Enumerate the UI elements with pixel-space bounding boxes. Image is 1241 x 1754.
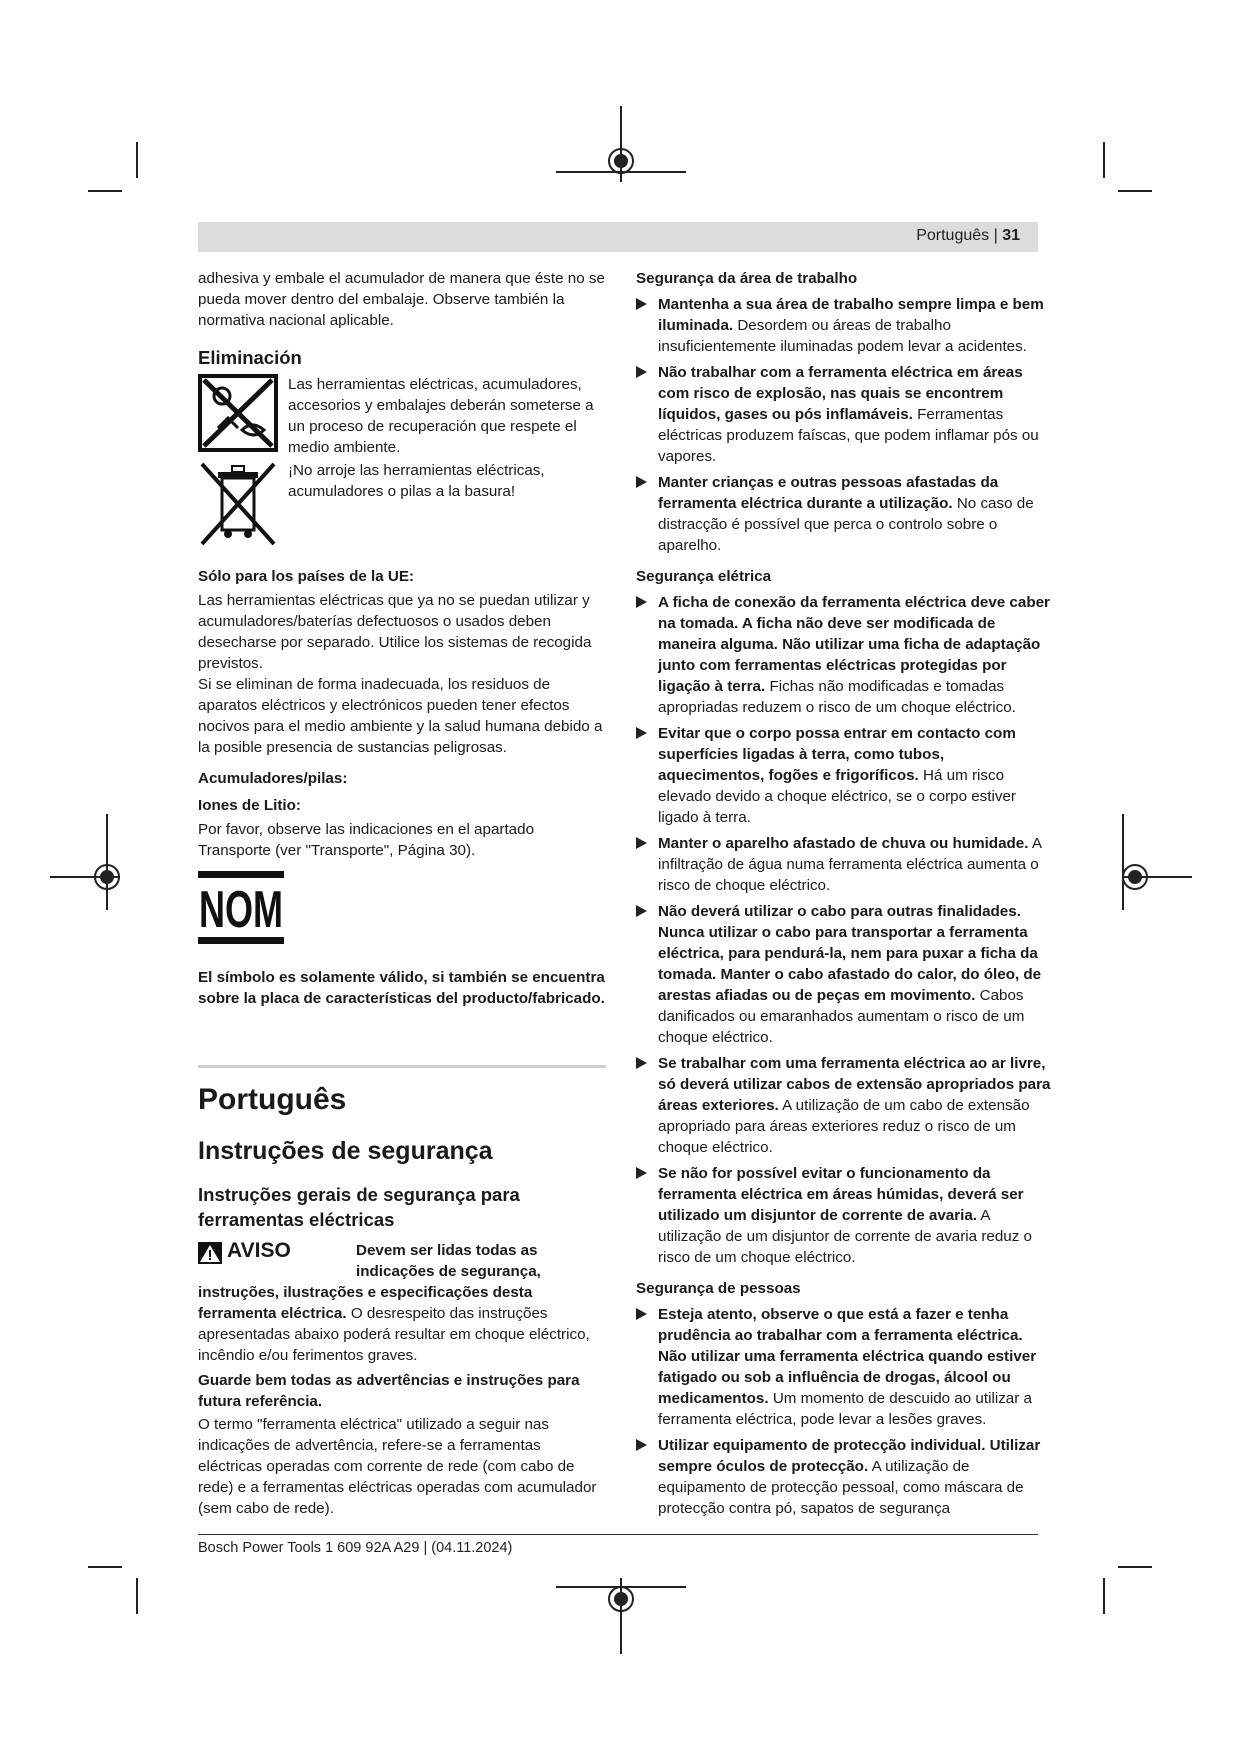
header-separator: |: [993, 227, 998, 244]
list-item: [636, 362, 1054, 467]
bullet-arrow-icon: [636, 1308, 647, 1320]
page-footer: Bosch Power Tools 1 609 92A A29 | (04.11.2024): [198, 1540, 513, 1556]
bullet-arrow-icon: [636, 298, 647, 310]
list-item: [636, 1053, 1054, 1158]
item-text: A utilização de equipamento de protecção pessoal, como máscara de protecção contra pó, sapatos de segurança: [658, 1458, 1024, 1517]
nom-note: El símbolo es solamente válido, si también se encuentra sobre la placa de características del producto/fabricado.: [198, 969, 605, 1007]
item-text: Um momento de descuido ao utilizar a ferramenta eléctrica, pode levar a lesões graves.: [658, 1390, 1032, 1428]
warning-lead: Devem ser lidas todas as indicações de segurança,: [356, 1242, 541, 1280]
nom-logo-text: NOM: [199, 881, 283, 939]
ue-paragraph-2: Si se eliminan de forma inadecuada, los residuos de aparatos eléctricos y electrónicos pueden tener efectos nocivos para el medio ambiente y la salud humana debido a la posible presencia de sustancias peligrosas.: [198, 676, 603, 756]
crop-mark: [1103, 142, 1105, 178]
item-text: A infiltração de água numa ferramenta eléctrica aumenta o risco de choque eléctrico.: [658, 835, 1042, 894]
item-text: Cabos danificados ou emaranhados aumentam o risco de um choque eléctrico.: [658, 987, 1025, 1046]
list-item: [636, 592, 1054, 718]
item-text: A utilização de um disjuntor de corrente de avaria reduz o risco de um choque eléctrico.: [658, 1207, 1032, 1266]
list-item: [636, 1435, 1054, 1519]
ue-paragraph-1: Las herramientas eléctricas que ya no se puedan utilizar y acumuladores/baterías defectuosos o usados deben desecharse por separado. Utilice los sistemas de recogida previstos.: [198, 592, 592, 672]
registration-target-icon: [94, 864, 120, 890]
warning-label: AVISO: [227, 1239, 291, 1262]
item-bold: Evitar que o corpo possa entrar em contacto com superfícies ligadas à terra, como tubos, aquecimentos, fogões e frigoríficos.: [658, 725, 1016, 784]
header-language: Português: [916, 227, 990, 244]
footer-rule: [198, 1534, 1038, 1535]
warning-triangle-icon: [198, 1242, 222, 1264]
keep-instructions-note: Guarde bem todas as advertências e instruções para futura referência.: [198, 1372, 580, 1410]
item-bold: Não trabalhar com a ferramenta eléctrica em áreas com risco de explosão, nas quais se encontrem líquidos, gases ou pós inflamáveis.: [658, 364, 1023, 423]
list-item: [636, 472, 1054, 556]
bullet-arrow-icon: [636, 596, 647, 608]
right-column: [636, 268, 1054, 1519]
disposal-text-2: ¡No arroje las herramientas eléctricas, acumuladores o pilas a la basura!: [288, 462, 545, 500]
section-title-acumuladores: Acumuladores/pilas:: [198, 770, 348, 787]
registration-target-icon: [608, 148, 634, 174]
item-text: No caso de distracção é possível que perca o controlo sobre o aparelho.: [658, 495, 1034, 554]
section-title-eliminacion: Eliminación: [198, 347, 302, 368]
section-title-work-area: Segurança da área de trabalho: [636, 270, 858, 287]
item-text: Há um risco elevado devido a choque eléctrico, se o corpo estiver ligado à terra.: [658, 767, 1016, 826]
item-bold: Manter crianças e outras pessoas afastadas da ferramenta eléctrica durante a utilização.: [658, 474, 999, 512]
item-text: A utilização de um cabo de extensão apropriado para áreas exteriores reduz o risco de um choque eléctrico.: [658, 1097, 1030, 1156]
item-bold: Mantenha a sua área de trabalho sempre limpa e bem iluminada.: [658, 296, 1044, 334]
registration-line: [106, 814, 108, 910]
crop-mark: [88, 190, 122, 192]
section-divider: [198, 1065, 606, 1068]
crossed-bin-icon: [202, 464, 274, 544]
page-number: 31: [1002, 227, 1020, 244]
item-bold: Não deverá utilizar o cabo para outras finalidades. Nunca utilizar o cabo para transportar a ferramenta eléctrica, para pendurá-la, nem para puxar a ficha da tomada. Manter o cabo afastado do calor, do óleo, de arestas afiadas ou de peças em movimento.: [658, 903, 1042, 1004]
item-bold: Esteja atento, observe o que está a fazer e tenha prudência ao trabalhar com a ferramenta eléctrica. Não utilizar uma ferramenta eléctrica quando estiver fatigado ou sob a influência de drogas, álcool ou medicamentos.: [658, 1306, 1037, 1407]
bullet-arrow-icon: [636, 1439, 647, 1451]
header-text: [916, 227, 1020, 245]
registration-target-icon: [608, 1586, 634, 1612]
registration-line: [1122, 814, 1124, 910]
bullet-arrow-icon: [636, 1057, 647, 1069]
bullet-arrow-icon: [636, 905, 647, 917]
disposal-text-1: Las herramientas eléctricas, acumuladores, accesorios y embalajes deberán someterse a un proceso de recuperación que respete el medio ambiente.: [288, 376, 594, 456]
personal-list: [636, 1304, 1054, 1519]
language-title: Português: [198, 1083, 347, 1116]
bullet-arrow-icon: [636, 1167, 647, 1179]
item-bold: Manter o aparelho afastado de chuva ou humidade.: [658, 835, 1029, 852]
nom-certification-logo: [198, 871, 284, 945]
warning-block: [198, 1240, 606, 1282]
disposal-texts: [288, 374, 606, 552]
warning-normal-text: O desrespeito das instruções apresentadas abaixo poderá resultar em choque eléctrico, incêndio e/ou ferimentos graves.: [198, 1305, 590, 1364]
litio-paragraph: Por favor, observe las indicaciones en el apartado Transporte (ver "Transporte", Página 30).: [198, 821, 535, 859]
crop-mark: [88, 1566, 122, 1568]
warning-badge: [198, 1240, 356, 1282]
bullet-arrow-icon: [636, 837, 647, 849]
section-title-ue: Sólo para los países de la UE:: [198, 568, 415, 585]
list-item: [636, 833, 1054, 896]
intro-paragraph: adhesiva y embale el acumulador de manera que éste no se pueda mover dentro del embalaje. Observe también la normativa nacional aplicable.: [198, 270, 605, 329]
section-title-personal: Segurança de pessoas: [636, 1280, 801, 1297]
list-item: [636, 1163, 1054, 1268]
crop-mark: [1103, 1578, 1105, 1614]
item-text: Desordem ou áreas de trabalho insuficientemente iluminadas podem levar a acidentes.: [658, 317, 1027, 355]
electrical-list: [636, 592, 1054, 1268]
item-text: Fichas não modificadas e tomadas apropriadas reduzem o risco de um choque eléctrico.: [658, 678, 1016, 716]
general-safety-title: Instruções gerais de segurança para ferramentas eléctricas: [198, 1184, 520, 1230]
disposal-icons: [198, 374, 278, 552]
recycle-packaging-icon: [198, 374, 278, 546]
registration-target-icon: [1122, 864, 1148, 890]
left-column: [198, 268, 606, 1519]
item-bold: A ficha de conexão da ferramenta eléctrica deve caber na tomada. A ficha não deve ser modificada de maneira alguma. Não utilizar uma ficha de adaptação junto com ferramentas eléctricas protegidas por ligação à terra.: [658, 594, 1050, 695]
instructions-title: Instruções de segurança: [198, 1137, 493, 1165]
list-item: [636, 294, 1054, 357]
item-text: Ferramentas eléctricas produzem faíscas, que podem inflamar pós ou vapores.: [658, 406, 1039, 465]
crop-mark: [1118, 190, 1152, 192]
bullet-arrow-icon: [636, 366, 647, 378]
list-item: [636, 723, 1054, 828]
warning-paragraph: [198, 1282, 606, 1366]
bullet-arrow-icon: [636, 727, 647, 739]
warning-bold-text: instruções, ilustrações e especificações desta ferramenta eléctrica.: [198, 1284, 533, 1322]
page-header: [198, 222, 1038, 252]
term-definition: O termo "ferramenta eléctrica" utilizado a seguir nas indicações de advertência, refere-se a ferramentas eléctricas operadas com corrente de rede (com cabo de rede) e a ferramentas eléctricas operadas com acumulador (sem cabo de rede).: [198, 1416, 597, 1517]
section-title-litio: Iones de Litio:: [198, 797, 301, 814]
list-item: [636, 901, 1054, 1048]
bullet-arrow-icon: [636, 476, 647, 488]
list-item: [636, 1304, 1054, 1430]
item-bold: Se trabalhar com uma ferramenta eléctrica ao ar livre, só deverá utilizar cabos de extensão apropriados para áreas exteriores.: [658, 1055, 1051, 1114]
section-title-electrical: Segurança elétrica: [636, 568, 772, 585]
item-bold: Se não for possível evitar o funcionamento da ferramenta eléctrica em áreas húmidas, deverá ser utilizado um disjuntor de corrente de avaria.: [658, 1165, 1024, 1224]
crop-mark: [136, 1578, 138, 1614]
item-bold: Utilizar equipamento de protecção individual. Utilizar sempre óculos de protecção.: [658, 1437, 1041, 1475]
crop-mark: [1118, 1566, 1152, 1568]
work-area-list: [636, 294, 1054, 556]
disposal-block: [198, 374, 606, 552]
crop-mark: [136, 142, 138, 178]
